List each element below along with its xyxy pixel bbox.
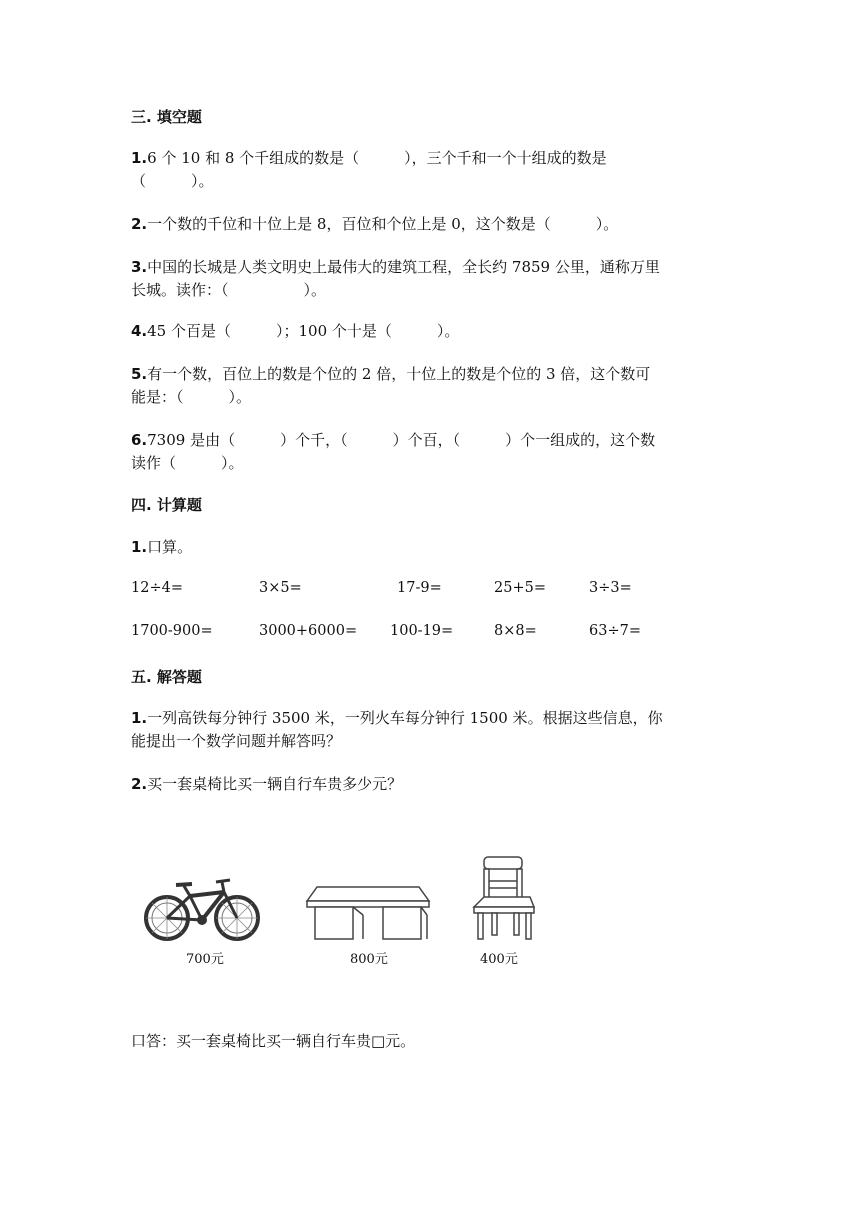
calc-item: 3×5= <box>259 580 302 596</box>
calc-item: 12÷4= <box>131 580 183 596</box>
answer-question-2: 2.买一套桌椅比买一辆自行车贵多少元？ <box>131 775 403 793</box>
fill-question-6: 6.7309 是由（ ）个千，（ ）个百，（ ）个一组成的，这个数 <box>131 431 656 449</box>
calc-item: 3000+6000= <box>259 623 358 639</box>
calc-question-1: 1.口算。 <box>131 538 193 556</box>
bicycle-price: 700元 <box>186 952 224 967</box>
final-answer: 口答：买一套桌椅比买一辆自行车贵□元。 <box>131 1032 416 1050</box>
calc-item: 1700-900= <box>131 623 213 639</box>
fill-question-4: 4.45 个百是（ ）；100 个十是（ ）。 <box>131 322 460 340</box>
calc-item: 3÷3= <box>589 580 632 596</box>
table-icon <box>305 885 431 941</box>
section-title-calc: 四. 计算题 <box>131 496 202 514</box>
calc-item: 25+5= <box>494 580 546 596</box>
answer-question-1: 1.一列高铁每分钟行 3500 米，一列火车每分钟行 1500 米。根据这些信息，你 <box>131 709 663 727</box>
calc-item: 8×8= <box>494 623 537 639</box>
chair-price: 400元 <box>480 952 518 967</box>
calc-item: 100-19= <box>390 623 454 639</box>
bicycle-icon <box>140 876 264 944</box>
fill-question-1: 1.6 个 10 和 8 个千组成的数是（ ），三个千和一个十组成的数是 <box>131 149 607 167</box>
chair-icon <box>470 855 536 941</box>
calc-item: 17-9= <box>397 580 442 596</box>
table-price: 800元 <box>350 952 388 967</box>
section-title-fill: 三. 填空题 <box>131 108 202 126</box>
calc-item: 63÷7= <box>589 623 641 639</box>
fill-question-5: 5.有一个数，百位上的数是个位的 2 倍，十位上的数是个位的 3 倍，这个数可 <box>131 365 651 383</box>
section-title-answer: 五. 解答题 <box>131 668 202 686</box>
fill-question-2: 2.一个数的千位和十位上是 8，百位和个位上是 0，这个数是（ ）。 <box>131 215 619 233</box>
fill-question-3: 3.中国的长城是人类文明史上最伟大的建筑工程，全长约 7859 公里，通称万里 <box>131 258 660 276</box>
